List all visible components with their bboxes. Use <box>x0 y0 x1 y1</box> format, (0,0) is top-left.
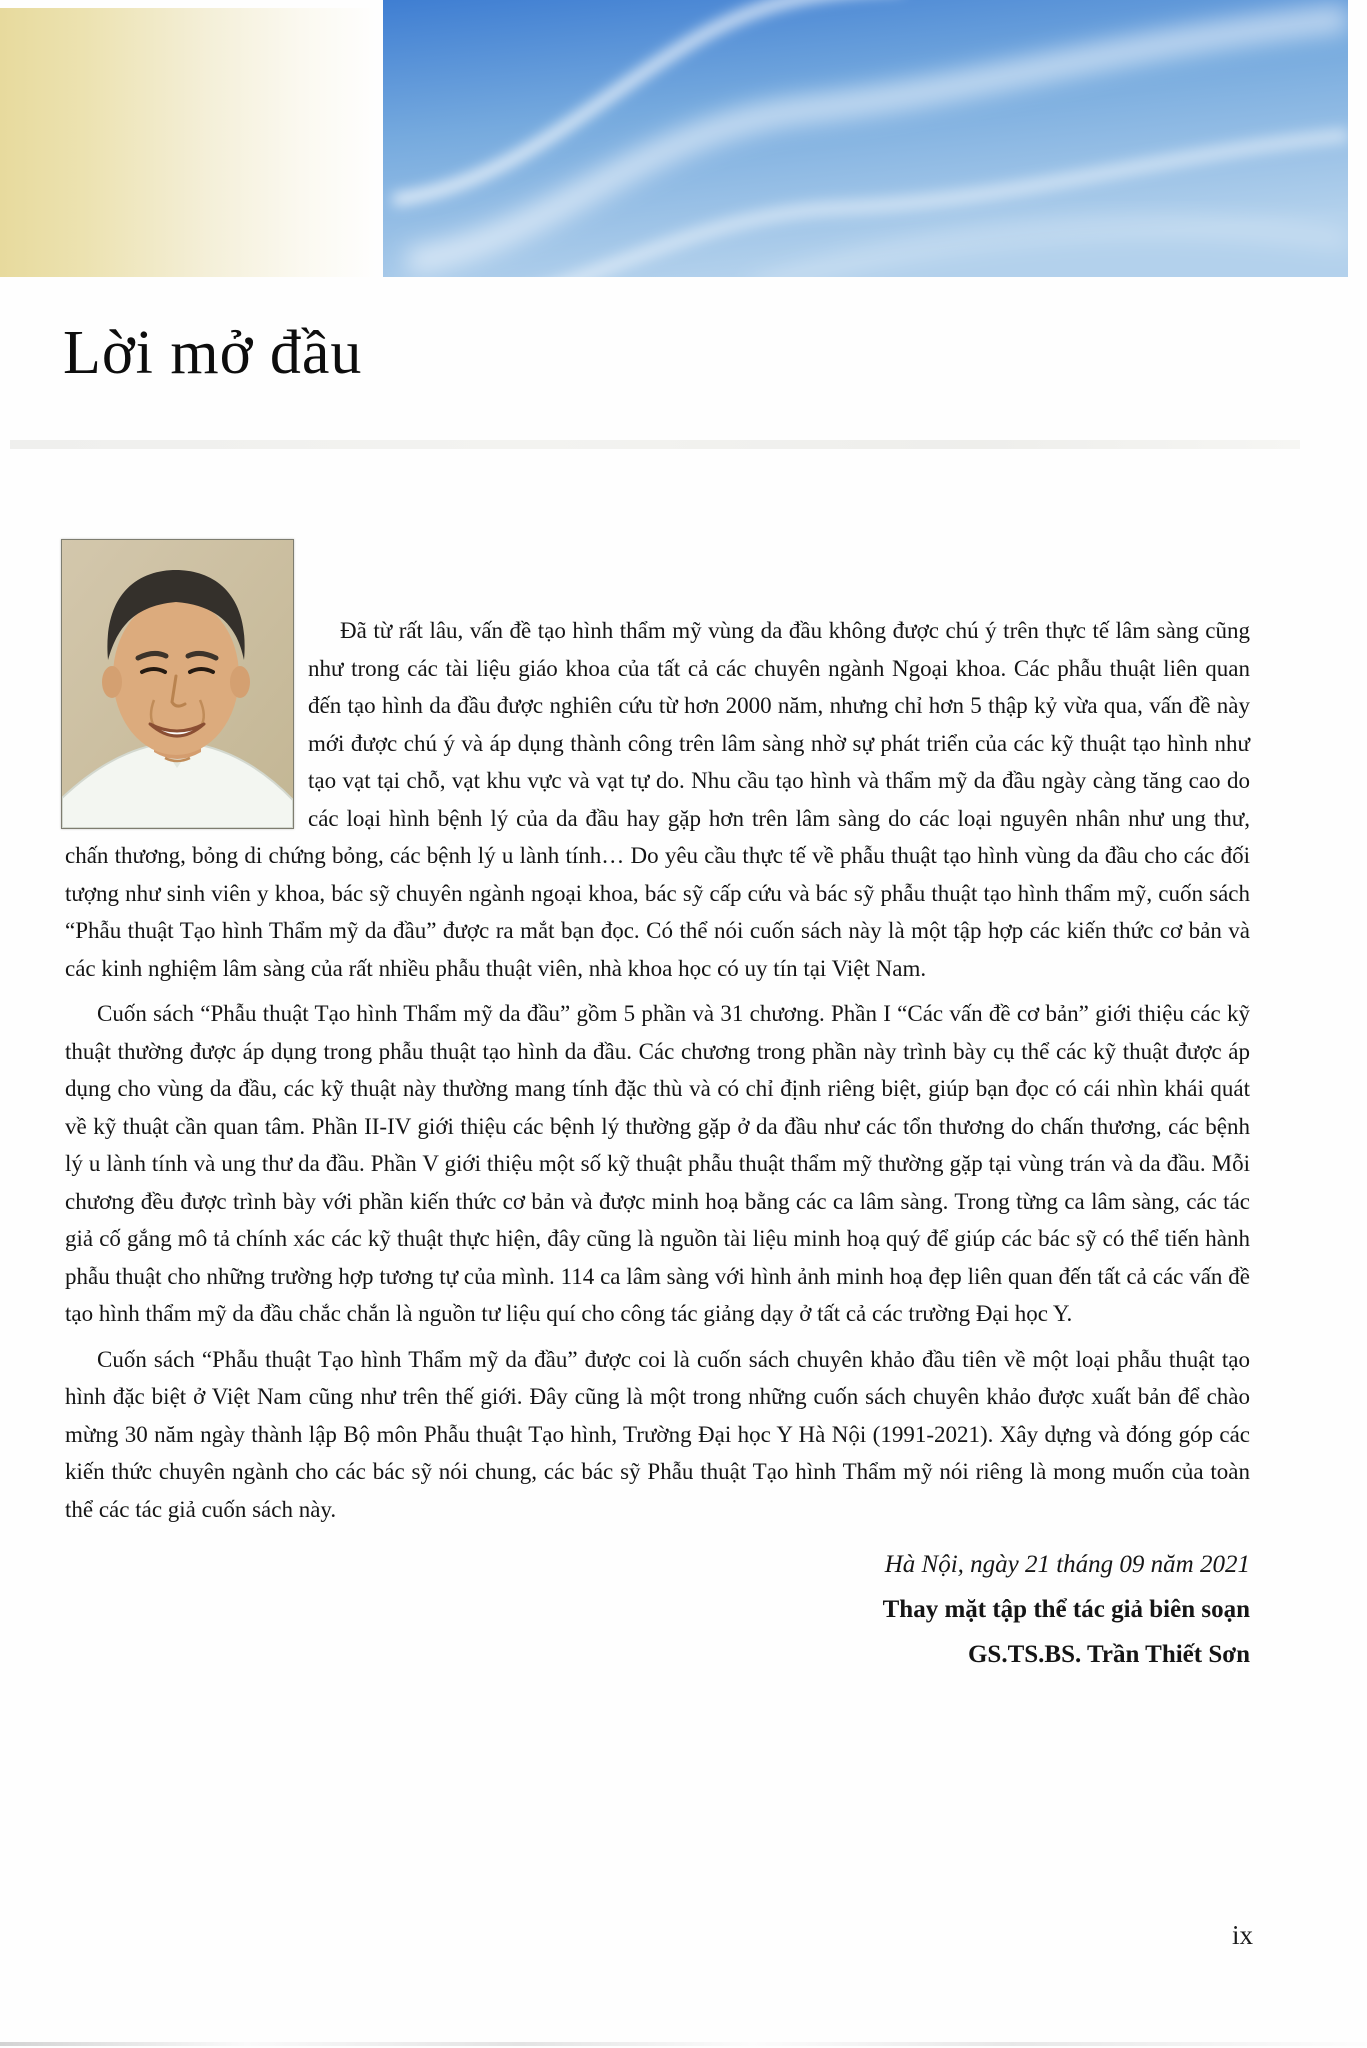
beige-gradient-band <box>0 8 377 277</box>
signature-block <box>65 1542 1250 1677</box>
preface-paragraph-3: Cuốn sách “Phẫu thuật Tạo hình Thẩm mỹ da đầu” được coi là cuốn sách chuyên khảo đầu tiên về một loại phẫu thuật tạo hình đặc biệt ở Việt Nam cũng như trên thế giới. Đây cũng là một trong những cuốn sách chuyên khảo được xuất bản để chào mừng 30 năm ngày thành lập Bộ môn Phẫu thuật Tạo hình, Trường Đại học Y Hà Nội (1991-2021). Xây dựng và đóng góp các kiến thức chuyên ngành cho các bác sỹ nói chung, các bác sỹ Phẫu thuật Tạo hình Thẩm mỹ nói riêng là mong muốn của toàn thể các tác giả cuốn sách này. <box>65 1346 1250 1522</box>
blue-wave-panel <box>383 0 1348 277</box>
decorative-header <box>0 0 1367 277</box>
scan-edge-artifact <box>0 2042 1367 2046</box>
author-photo-float <box>65 612 308 828</box>
wave-graphic-illustration <box>383 0 1348 277</box>
signature-author-name: GS.TS.BS. Trần Thiết Sơn <box>967 1641 1250 1668</box>
signature-on-behalf: Thay mặt tập thể tác giả biên soạn <box>882 1596 1250 1623</box>
preface-paragraph-2: Cuốn sách “Phẫu thuật Tạo hình Thẩm mỹ da đầu” gồm 5 phần và 31 chương. Phần I “Các vấn đề cơ bản” giới thiệu các kỹ thuật thường được áp dụng trong phẫu thuật tạo hình da đầu. Các chương trong phần này trình bày cụ thể các kỹ thuật được áp dụng cho vùng da đầu, các kỹ thuật này thường mang tính đặc thù và có chỉ định riêng biệt, giúp bạn đọc có cái nhìn khái quát về kỹ thuật cần quan tâm. Phần II-IV giới thiệu các bệnh lý thường gặp ở da đầu như các tổn thương do chấn thương, các bệnh lý u lành tính và ung thư da đầu. Phần V giới thiệu một số kỹ thuật phẫu thuật thẩm mỹ thường gặp tại vùng trán và da đầu. Mỗi chương đều được trình bày với phần kiến thức cơ bản và được minh hoạ bằng các ca lâm sàng. Trong từng ca lâm sàng, các tác giả cố gắng mô tả chính xác các kỹ thuật thực hiện, đây cũng là nguồn tài liệu minh hoạ quý để giúp các bác sỹ có thể tiến hành phẫu thuật cho những trường hợp tương tự của mình. 114 ca lâm sàng với hình ảnh minh hoạ đẹp liên quan đến tất cả các vấn đề tạo hình thẩm mỹ da đầu chắc chắn là nguồn tư liệu quí cho công tác giảng dạy ở tất cả các trường Đại học Y. <box>65 1001 1250 1326</box>
preface-paragraph-1: Đã từ rất lâu, vấn đề tạo hình thẩm mỹ vùng da đầu không được chú ý trên thực tế lâm sàng cũng như trong các tài liệu giáo khoa của tất cả các chuyên ngành Ngoại khoa. Các phẫu thuật liên quan đến tạo hình da đầu được nghiên cứu từ hơn 2000 năm, nhưng chỉ hơn 5 thập kỷ vừa qua, vấn đề này mới được chú ý và áp dụng thành công trên lâm sàng nhờ sự phát triển của các kỹ thuật tạo hình như tạo vạt tại chỗ, vạt khu vực và vạt tự do. Nhu cầu tạo hình và thẩm mỹ da đầu ngày càng tăng cao do các loại hình bệnh lý của da đầu hay gặp hơn trên lâm sàng do các loại nguyên nhân như ung thư, chấn thương, bỏng di chứng bỏng, các bệnh lý u lành tính… Do yêu cầu thực tế về phẫu thuật tạo hình vùng da đầu cho các đối tượng như sinh viên y khoa, bác sỹ chuyên ngành ngoại khoa, bác sỹ cấp cứu và bác sỹ phẫu thuật tạo hình thẩm mỹ, cuốn sách “Phẫu thuật Tạo hình Thẩm mỹ da đầu” được ra mắt bạn đọc. Có thể nói cuốn sách này là một tập hợp các kiến thức cơ bản và các kinh nghiệm lâm sàng của rất nhiều phẫu thuật viên, nhà khoa học có uy tín tại Việt Nam. <box>65 618 1250 981</box>
author-portrait-illustration <box>62 540 293 828</box>
author-photo <box>62 540 293 828</box>
page-title: Lời mở đầu <box>63 319 363 387</box>
signature-place-date: Hà Nội, ngày 21 tháng 09 năm 2021 <box>884 1551 1250 1578</box>
page-number: ix <box>1231 1920 1253 1950</box>
title-underline-band <box>10 440 1300 449</box>
preface-content <box>65 612 1250 1677</box>
